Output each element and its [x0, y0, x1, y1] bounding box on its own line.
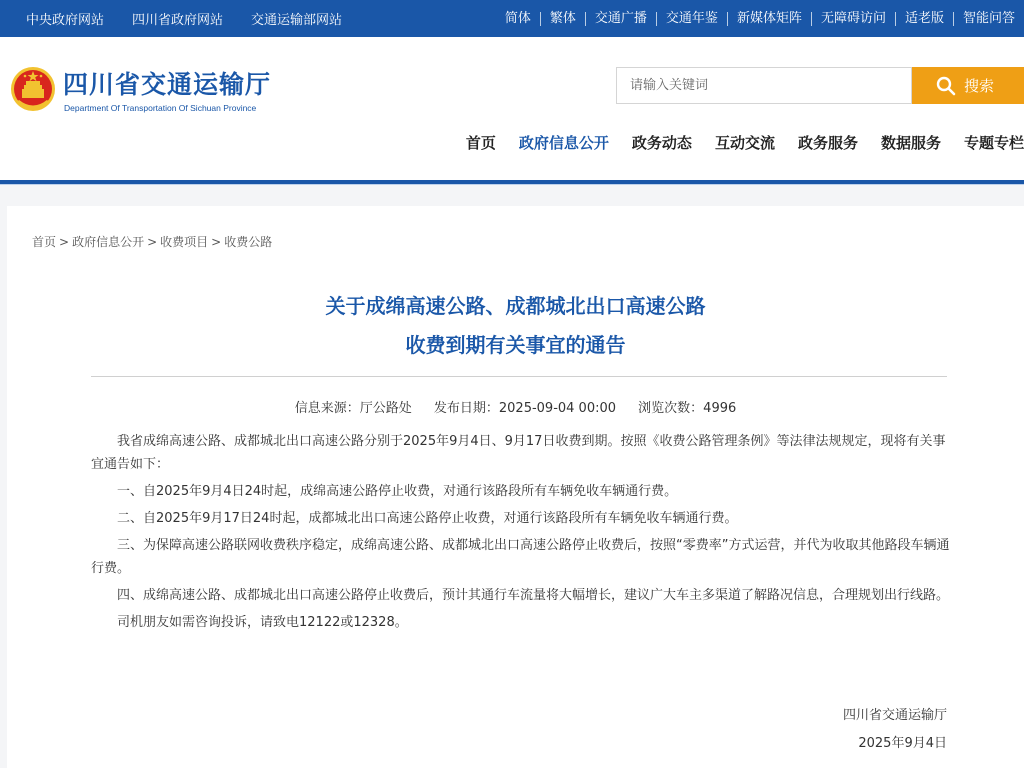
- article-date: 发布日期：2025-09-04 00:00: [433, 401, 617, 416]
- breadcrumb-home[interactable]: 首页: [32, 235, 57, 249]
- search-icon: [936, 76, 956, 96]
- breadcrumb-toll-items[interactable]: 收费项目: [160, 235, 209, 249]
- article-paragraph: 四、成绵高速公路、成都城北出口高速公路停止收费后，预计其通行车流量将大幅增长，建议广大车主多渠道了解路况信息，合理规划出行线路。: [117, 588, 950, 603]
- article-title-line2: 收费到期有关事宜的通告: [405, 333, 626, 357]
- site-title[interactable]: 四川省交通运输厅: [63, 70, 272, 99]
- breadcrumb-separator: >: [211, 235, 222, 249]
- site-subtitle: Department Of Transportation Of Sichuan Province: [64, 103, 257, 113]
- nav-services[interactable]: 政务服务: [797, 134, 858, 152]
- breadcrumb-toll-roads[interactable]: 收费公路: [224, 235, 273, 249]
- national-emblem-icon: [10, 65, 56, 113]
- article-paragraph: 二、自2025年9月17日24时起，成都城北出口高速公路停止收费，对通行该路段所有车辆免收车辆通行费。: [117, 511, 738, 526]
- link-new-media[interactable]: 新媒体矩阵: [727, 12, 811, 26]
- signature-org: 四川省交通运输厅: [842, 708, 947, 723]
- breadcrumb: [32, 233, 272, 250]
- nav-topics[interactable]: 专题专栏: [963, 134, 1024, 152]
- nav-home[interactable]: 首页: [465, 134, 496, 152]
- link-elder-mode[interactable]: 适老版: [895, 12, 953, 26]
- title-divider: [91, 376, 947, 377]
- article-paragraph: 一、自2025年9月4日24时起，成绵高速公路停止收费，对通行该路段所有车辆免收车辆通行费。: [117, 484, 678, 499]
- article-title-line1: 关于成绵高速公路、成都城北出口高速公路: [325, 294, 706, 318]
- site-header: [0, 37, 1024, 180]
- nav-interaction[interactable]: 互动交流: [714, 134, 775, 152]
- search-button[interactable]: [912, 67, 1024, 104]
- article-paragraph: 我省成绵高速公路、成都城北出口高速公路分别于2025年9月4日、9月17日收费到期。按照《收费公路管理条例》等法律法规规定，现将有关事宜通告如下：: [91, 434, 946, 472]
- article-views: 浏览次数：4996: [638, 401, 737, 416]
- top-left-links: [26, 0, 342, 37]
- top-utility-bar: [0, 0, 1024, 37]
- article-panel: [7, 206, 1024, 768]
- search-button-label: 搜索: [964, 77, 995, 95]
- breadcrumb-gov-info[interactable]: 政府信息公开: [72, 235, 145, 249]
- link-mot[interactable]: 交通运输部网站: [251, 13, 343, 28]
- link-sichuan-gov[interactable]: 四川省政府网站: [132, 13, 224, 28]
- breadcrumb-separator: >: [59, 235, 70, 249]
- header-divider-light: [0, 184, 1024, 185]
- article-source: 信息来源：厅公路处: [294, 401, 412, 416]
- link-traffic-radio[interactable]: 交通广播: [585, 12, 656, 26]
- main-nav: [466, 132, 1024, 156]
- link-yearbook[interactable]: 交通年鉴: [656, 12, 727, 26]
- search-field[interactable]: [616, 67, 912, 104]
- article-paragraph: 司机朋友如需咨询投诉，请致电12122或12328。: [117, 615, 408, 630]
- link-smart-qa[interactable]: 智能问答: [953, 12, 1024, 26]
- link-traditional[interactable]: 繁体: [540, 12, 585, 26]
- article-body: [91, 430, 951, 638]
- link-accessibility[interactable]: 无障碍访问: [811, 12, 895, 26]
- nav-gov-info[interactable]: 政府信息公开: [518, 134, 609, 152]
- nav-news[interactable]: 政务动态: [631, 134, 692, 152]
- top-right-links: [496, 0, 1024, 37]
- article-paragraph: 三、为保障高速公路联网收费秩序稳定，成绵高速公路、成都城北出口高速公路停止收费后，按照“零费率”方式运营，并代为收取其他路段车辆通行费。: [91, 538, 950, 576]
- article-meta: [7, 397, 1024, 416]
- link-central-gov[interactable]: 中央政府网站: [26, 13, 105, 28]
- breadcrumb-separator: >: [147, 235, 158, 249]
- link-simplified[interactable]: 简体: [504, 10, 531, 26]
- signature-date: 2025年9月4日: [858, 736, 947, 751]
- nav-data-services[interactable]: 数据服务: [880, 134, 941, 152]
- search-input[interactable]: [617, 68, 911, 103]
